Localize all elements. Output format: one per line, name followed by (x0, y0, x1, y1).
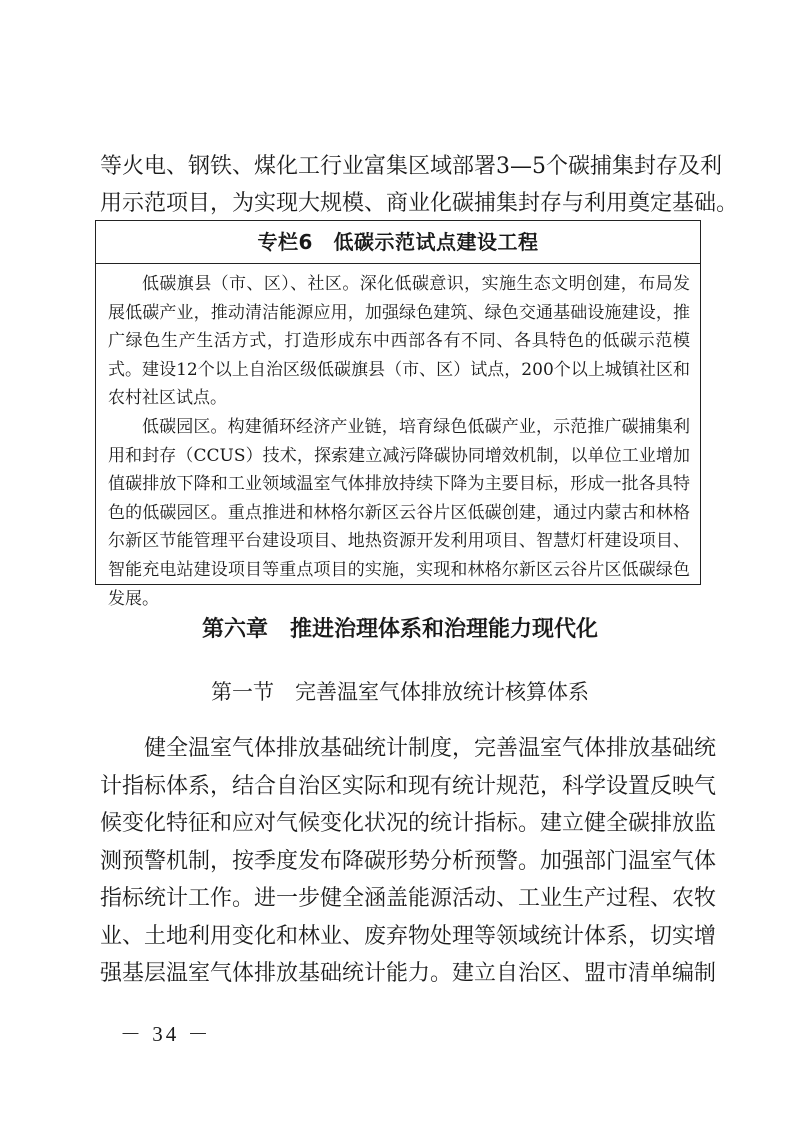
intro-paragraph (100, 148, 739, 222)
text-line: 指标统计工作。进一步健全涵盖能源活动、工业生产过程、农牧 (100, 886, 717, 911)
text-line: 用示范项目，为实现大规模、商业化碳捕集封存与利用奠定基础。 (100, 191, 739, 216)
feature-box (95, 220, 701, 609)
text-line: 计指标体系，结合自治区实际和现有统计规范，科学设置反映气 (100, 773, 717, 799)
section-title: 第一节 完善温室气体排放统计核算体系 (211, 680, 589, 704)
text-line: 强基层温室气体排放基础统计能力。建立自治区、盟市清单编制 (100, 961, 717, 986)
box-body (96, 264, 700, 613)
text-line: 测预警机制，按季度发布降碳形势分析预警。加强部门温室气体 (100, 848, 717, 874)
text-line: 健全温室气体排放基础统计制度，完善温室气体排放基础统 (144, 736, 717, 761)
text-line: 业、土地利用变化和林业、废弃物处理等领域统计体系，切实增 (100, 923, 717, 949)
text-line: 候变化特征和应对气候变化状况的统计指标。建立健全碳排放监 (100, 811, 717, 836)
body-paragraph (100, 730, 717, 993)
chapter-title: 第六章 推进治理体系和治理能力现代化 (201, 617, 598, 642)
text-line: 等火电、钢铁、煤化工行业富集区域部署3—5个碳捕集封存及利 (100, 154, 722, 179)
box-paragraph: 低碳旗县（市、区）、社区。深化低碳意识，实施生态文明创建，布局发展低碳产业，推动清洁能源应用，加强绿色建筑、绿色交通基础设施建设，推广绿色生产生活方式，打造形成东中西部各有不同、各具特色的低碳示范模式。建设12个以上自治区级低碳旗县（市、区）试点，200个以上城镇社区和农村社区试点。 (108, 274, 690, 409)
box-paragraph: 低碳园区。构建循环经济产业链，培育绿色低碳产业，示范推广碳捕集利用和封存（CCUS）技术，探索建立减污降碳协同增效机制，以单位工业增加值碳排放下降和工业领域温室气体排放持续下降为主要目标，形成一批各具特色的低碳园区。重点推进和林格尔新区云谷片区低碳创建，通过内蒙古和林格尔新区节能管理平台建设项目、地热资源开发利用项目、智慧灯杆建设项目、智能充电站建设项目等重点项目的实施，实现和林格尔新区云谷片区低碳绿色发展。 (108, 416, 690, 609)
box-title: 专栏6 低碳示范试点建设工程 (96, 221, 700, 264)
page-number: － 34 － (120, 1022, 212, 1046)
